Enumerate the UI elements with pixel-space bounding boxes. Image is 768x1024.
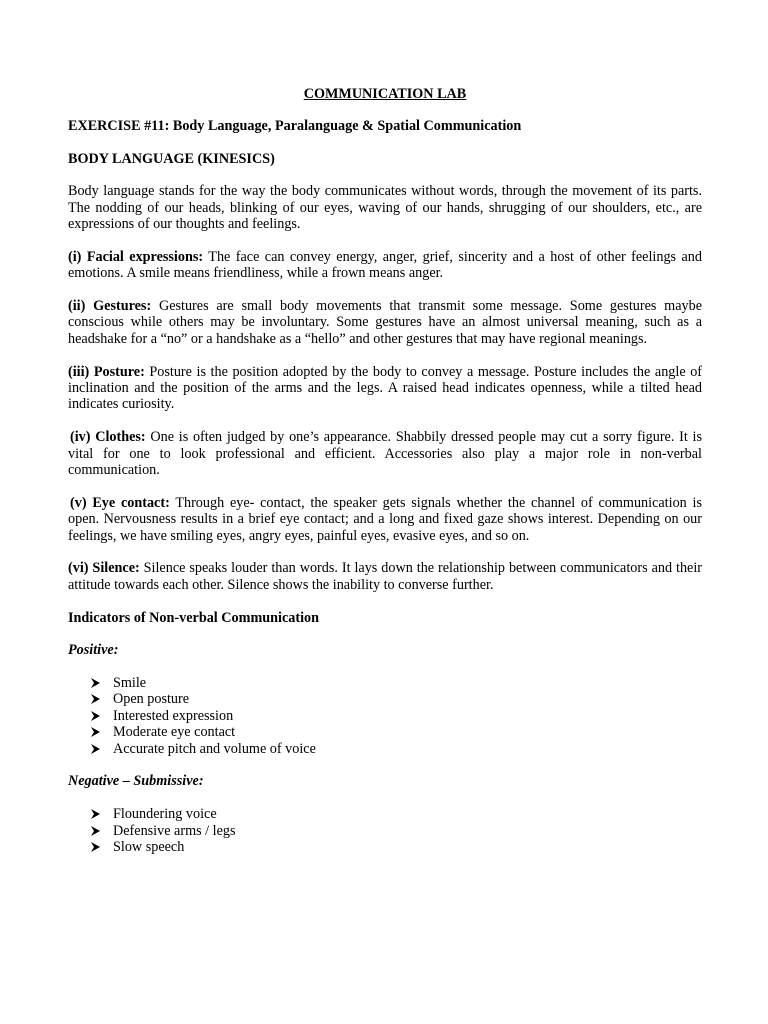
paragraph-lead: (vi) Silence: [68, 560, 140, 577]
list-item [90, 708, 702, 724]
arrowhead-bullet-icon [90, 741, 104, 757]
paragraph-clothes [68, 429, 702, 478]
list-item [90, 675, 702, 691]
exercise-heading: EXERCISE #11: Body Language, Paralanguage & Spatial Communication [68, 118, 522, 135]
paragraph-facial-expressions [68, 249, 702, 282]
list-item-text: Floundering voice [113, 806, 217, 823]
arrowhead-bullet-icon [90, 839, 104, 855]
intro-paragraph: Body language stands for the way the body communicates without words, through the movement of its parts. The nodding of our heads, blinking of our eyes, waving of our hands, shrugging of our shoulders, etc., are expressions of our thoughts and feelings. [68, 183, 702, 233]
list-item-text: Open posture [113, 691, 190, 708]
paragraph-lead: (i) Facial expressions: [68, 248, 204, 265]
positive-label: Positive: [68, 642, 119, 659]
arrowhead-bullet-icon [90, 806, 104, 822]
paragraph-eye-contact [68, 495, 702, 544]
negative-label: Negative – Submissive: [68, 773, 204, 790]
negative-list [68, 806, 702, 855]
paragraph-text: One is often judged by one’s appearance. Shabbily dressed people may cut a sorry figure. It is vital for one to look professional and efficient. Accessories also play a major role in non-verbal communication. [68, 429, 702, 479]
document-title: COMMUNICATION LAB [303, 86, 467, 102]
paragraph-text: Gestures are small body movements that transmit some message. Some gestures maybe conscious while others may be involuntary. Some gestures have an almost universal meaning, such as a headshake for a “no” or a handshake as a “hello” and other gestures that may have regional meanings. [68, 298, 702, 347]
list-item [90, 839, 702, 855]
list-item-text: Accurate pitch and volume of voice [113, 740, 316, 757]
list-item-text: Slow speech [113, 838, 185, 855]
arrowhead-bullet-icon [90, 724, 104, 740]
paragraph-text: Silence speaks louder than words. It lays down the relationship between communicators and their attitude towards each other. Silence shows the inability to converse further. [68, 560, 703, 593]
arrowhead-bullet-icon [90, 675, 104, 691]
paragraph-lead: (iv) Clothes: [70, 429, 146, 446]
paragraph-text: The face can convey energy, anger, grief, sincerity and a host of other feelings and emotions. A smile means friendliness, while a frown means anger. [68, 248, 702, 282]
positive-list [68, 675, 702, 757]
arrowhead-bullet-icon [90, 708, 104, 724]
list-item [90, 741, 702, 757]
paragraph-silence [68, 560, 702, 593]
list-item [90, 823, 702, 839]
document-page [68, 86, 702, 872]
list-item-text: Moderate eye contact [113, 724, 236, 741]
paragraph-text: Through eye- contact, the speaker gets signals whether the channel of communication is open. Nervousness results in a brief eye contact; and a long and fixed gaze shows interest. Depending on our feelings, we have smiling eyes, angry eyes, painful eyes, evasive eyes, and so on. [68, 494, 702, 544]
list-item-text: Smile [113, 674, 147, 691]
paragraph-text: Posture is the position adopted by the body to convey a message. Posture includes the angle of inclination and the position of the arms and the legs. A raised head indicates openness, while a tilted head indicates curiosity. [68, 363, 703, 413]
list-item-text: Interested expression [113, 707, 234, 724]
list-item [90, 806, 702, 822]
list-item-text: Defensive arms / legs [113, 822, 236, 839]
paragraph-lead: (v) Eye contact: [70, 494, 170, 511]
indicators-heading: Indicators of Non-verbal Communication [68, 609, 320, 626]
arrowhead-bullet-icon [90, 823, 104, 839]
list-item [90, 691, 702, 707]
paragraph-lead: (iii) Posture: [68, 363, 145, 380]
paragraph-posture [68, 364, 702, 413]
paragraph-gestures [68, 298, 702, 347]
list-item [90, 724, 702, 740]
section-heading: BODY LANGUAGE (KINESICS) [68, 150, 275, 167]
paragraph-lead: (ii) Gestures: [68, 298, 152, 315]
arrowhead-bullet-icon [90, 691, 104, 707]
